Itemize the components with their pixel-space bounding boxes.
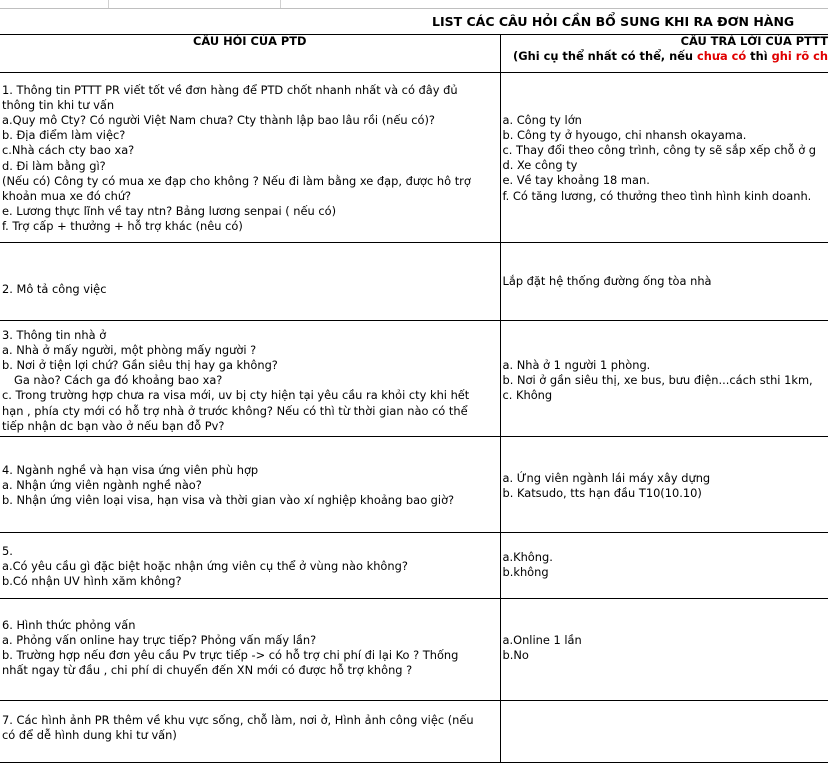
top-cell-a[interactable] [0, 0, 109, 8]
question-line: hạn , phía cty mới có hỗ trợ nhà ở trước không? Nếu có thì từ thời gian nào có thể [2, 403, 468, 418]
question-line: 6. Hình thức phỏng vấn [2, 617, 136, 632]
note-text-1: (Ghi cụ thể nhất có thể, nếu [513, 49, 697, 64]
note-red-1: chưa có [697, 49, 747, 64]
question-line: d. Đi làm bằng gì? [2, 158, 106, 173]
question-line: Ga nào? Cách ga đó khoảng bao xa? [14, 373, 223, 388]
answer-line: b.No [502, 647, 529, 662]
answer-line: Lắp đặt hệ thống đường ống tòa nhà [502, 273, 712, 288]
answer-header-title: CÂU TRẢ LỜI CỦA PTTT [680, 34, 828, 48]
question-column-header[interactable]: CÂU HỎI CỦA PTD [0, 34, 500, 72]
question-cell-2[interactable] [0, 242, 500, 320]
note-text-2: thì [746, 49, 772, 64]
answer-line: a.Không. [502, 549, 553, 564]
answer-line: b. Nơi ở gần siêu thị, xe bus, bưu điện...cách sthi 1km, [502, 372, 813, 387]
answer-line: c. Không [502, 387, 553, 402]
answer-line: f. Có tăng lương, có thưởng theo tình hình kinh doanh. [502, 188, 812, 203]
question-line: a.Quy mô Cty? Có người Việt Nam chưa? Cty thành lập bao lâu rồi (nếu có)? [2, 112, 435, 127]
table-row [0, 598, 828, 700]
question-line: nhất ngay từ đầu , chi phí di chuyển đến XN mới có được hỗ trợ không ? [2, 663, 413, 678]
question-line: 1. Thông tin PTTT PR viết tốt về đơn hàng để PTD chốt nhanh nhất và có đây đủ [2, 82, 458, 97]
question-line: có để dễ hình dung khi tư vấn) [2, 727, 177, 742]
answer-line: d. Xe công ty [502, 158, 578, 173]
answer-cell-4[interactable] [500, 436, 828, 532]
top-cell-b[interactable] [108, 0, 281, 8]
answer-cell-7[interactable] [500, 700, 828, 762]
table-row [0, 242, 828, 320]
question-line: b. Địa điểm làm việc? [2, 128, 126, 143]
question-line: thông tin khi tư vấn [2, 97, 115, 112]
table-row [0, 320, 828, 436]
answer-line: b. Công ty ở hyougo, chi nhansh okayama. [502, 127, 747, 142]
question-cell-3[interactable] [0, 320, 500, 436]
question-line: a.Có yêu cầu gì đặc biệt hoặc nhận ứng viên cụ thể ở vùng nào không? [2, 558, 408, 573]
question-line: e. Lương thực lĩnh về tay ntn? Bảng lương senpai ( nếu có) [2, 204, 337, 219]
answer-cell-1[interactable] [500, 72, 828, 242]
question-line: tiếp nhận dc bạn vào ở nếu bạn đỗ Pv? [2, 418, 225, 433]
answer-column-header[interactable] [500, 34, 828, 72]
question-line: (Nếu có) Công ty có mua xe đạp cho không ? Nếu đi làm bằng xe đạp, được hô trợ [2, 173, 471, 188]
question-line: 4. Ngành nghề và hạn visa ứng viên phù hợp [2, 462, 259, 477]
question-cell-1[interactable] [0, 72, 500, 242]
question-line: 3. Thông tin nhà ở [2, 327, 107, 342]
answer-cell-6[interactable] [500, 598, 828, 700]
question-line: b. Nơi ở tiện lợi chứ? Gần siêu thị hay ga không? [2, 357, 278, 372]
question-line: c.Nhà cách cty bao xa? [2, 143, 135, 158]
answer-header-note [503, 49, 828, 64]
table-row [0, 72, 828, 242]
header-row [0, 34, 828, 72]
table-row [0, 436, 828, 532]
question-cell-5[interactable] [0, 532, 500, 598]
question-line: b. Nhận ứng viên loại visa, hạn visa và thời gian vào xí nghiệp khoảng bao giờ? [2, 492, 455, 507]
question-line: b.Có nhận UV hình xăm không? [2, 573, 182, 588]
answer-cell-3[interactable] [500, 320, 828, 436]
question-cell-6[interactable] [0, 598, 500, 700]
answer-line: a. Ứng viên ngành lái máy xây dựng [502, 470, 711, 485]
question-line: a. Nhà ở mấy người, một phòng mấy người ? [2, 342, 257, 357]
table-row [0, 700, 828, 762]
question-line: 2. Mô tả công việc [2, 281, 107, 296]
top-border-row [0, 0, 828, 9]
question-line: b. Trường hợp nếu đơn yêu cầu Pv trực tiếp -> có hỗ trợ chi phí đi lại Ko ? Thống [2, 647, 459, 662]
question-line: khoản mua xe đó chứ? [2, 188, 132, 203]
answer-line: b.không [502, 564, 549, 579]
answer-line: e. Về tay khoảng 18 man. [502, 173, 650, 188]
sheet-title: LIST CÁC CÂU HỎI CẦN BỔ SUNG KHI RA ĐƠN HÀNG [432, 14, 795, 29]
answer-line: c. Thay đổi theo công trình, công ty sẽ sắp xếp chỗ ở g [502, 142, 817, 157]
question-line: 5. [2, 543, 13, 558]
answer-line: a. Nhà ở 1 người 1 phòng. [502, 357, 651, 372]
question-line: f. Trợ cấp + thưởng + hỗ trợ khác (nêu có) [2, 219, 243, 234]
question-line: a. Nhận ứng viên ngành nghề nào? [2, 477, 202, 492]
table-row [0, 532, 828, 598]
question-line: a. Phỏng vấn online hay trực tiếp? Phỏng vấn mấy lần? [2, 632, 317, 647]
answer-line: a. Công ty lớn [502, 112, 582, 127]
question-cell-7[interactable] [0, 700, 500, 762]
answer-cell-2[interactable] [500, 242, 828, 320]
question-line: 7. Các hình ảnh PR thêm về khu vực sống, chỗ làm, nơi ở, Hình ảnh công việc (nếu [2, 712, 474, 727]
question-line: c. Trong trường hợp chưa ra visa mới, uv bị cty hiện tại yêu cầu ra khỏi cty khi hết [2, 388, 470, 403]
answer-line: a.Online 1 lần [502, 632, 582, 647]
qa-table [0, 34, 828, 763]
answer-cell-5[interactable] [500, 532, 828, 598]
note-red-2: ghi rõ ch [771, 49, 828, 64]
question-cell-4[interactable] [0, 436, 500, 532]
answer-line: b. Katsudo, tts hạn đầu T10(10.10) [502, 485, 702, 500]
